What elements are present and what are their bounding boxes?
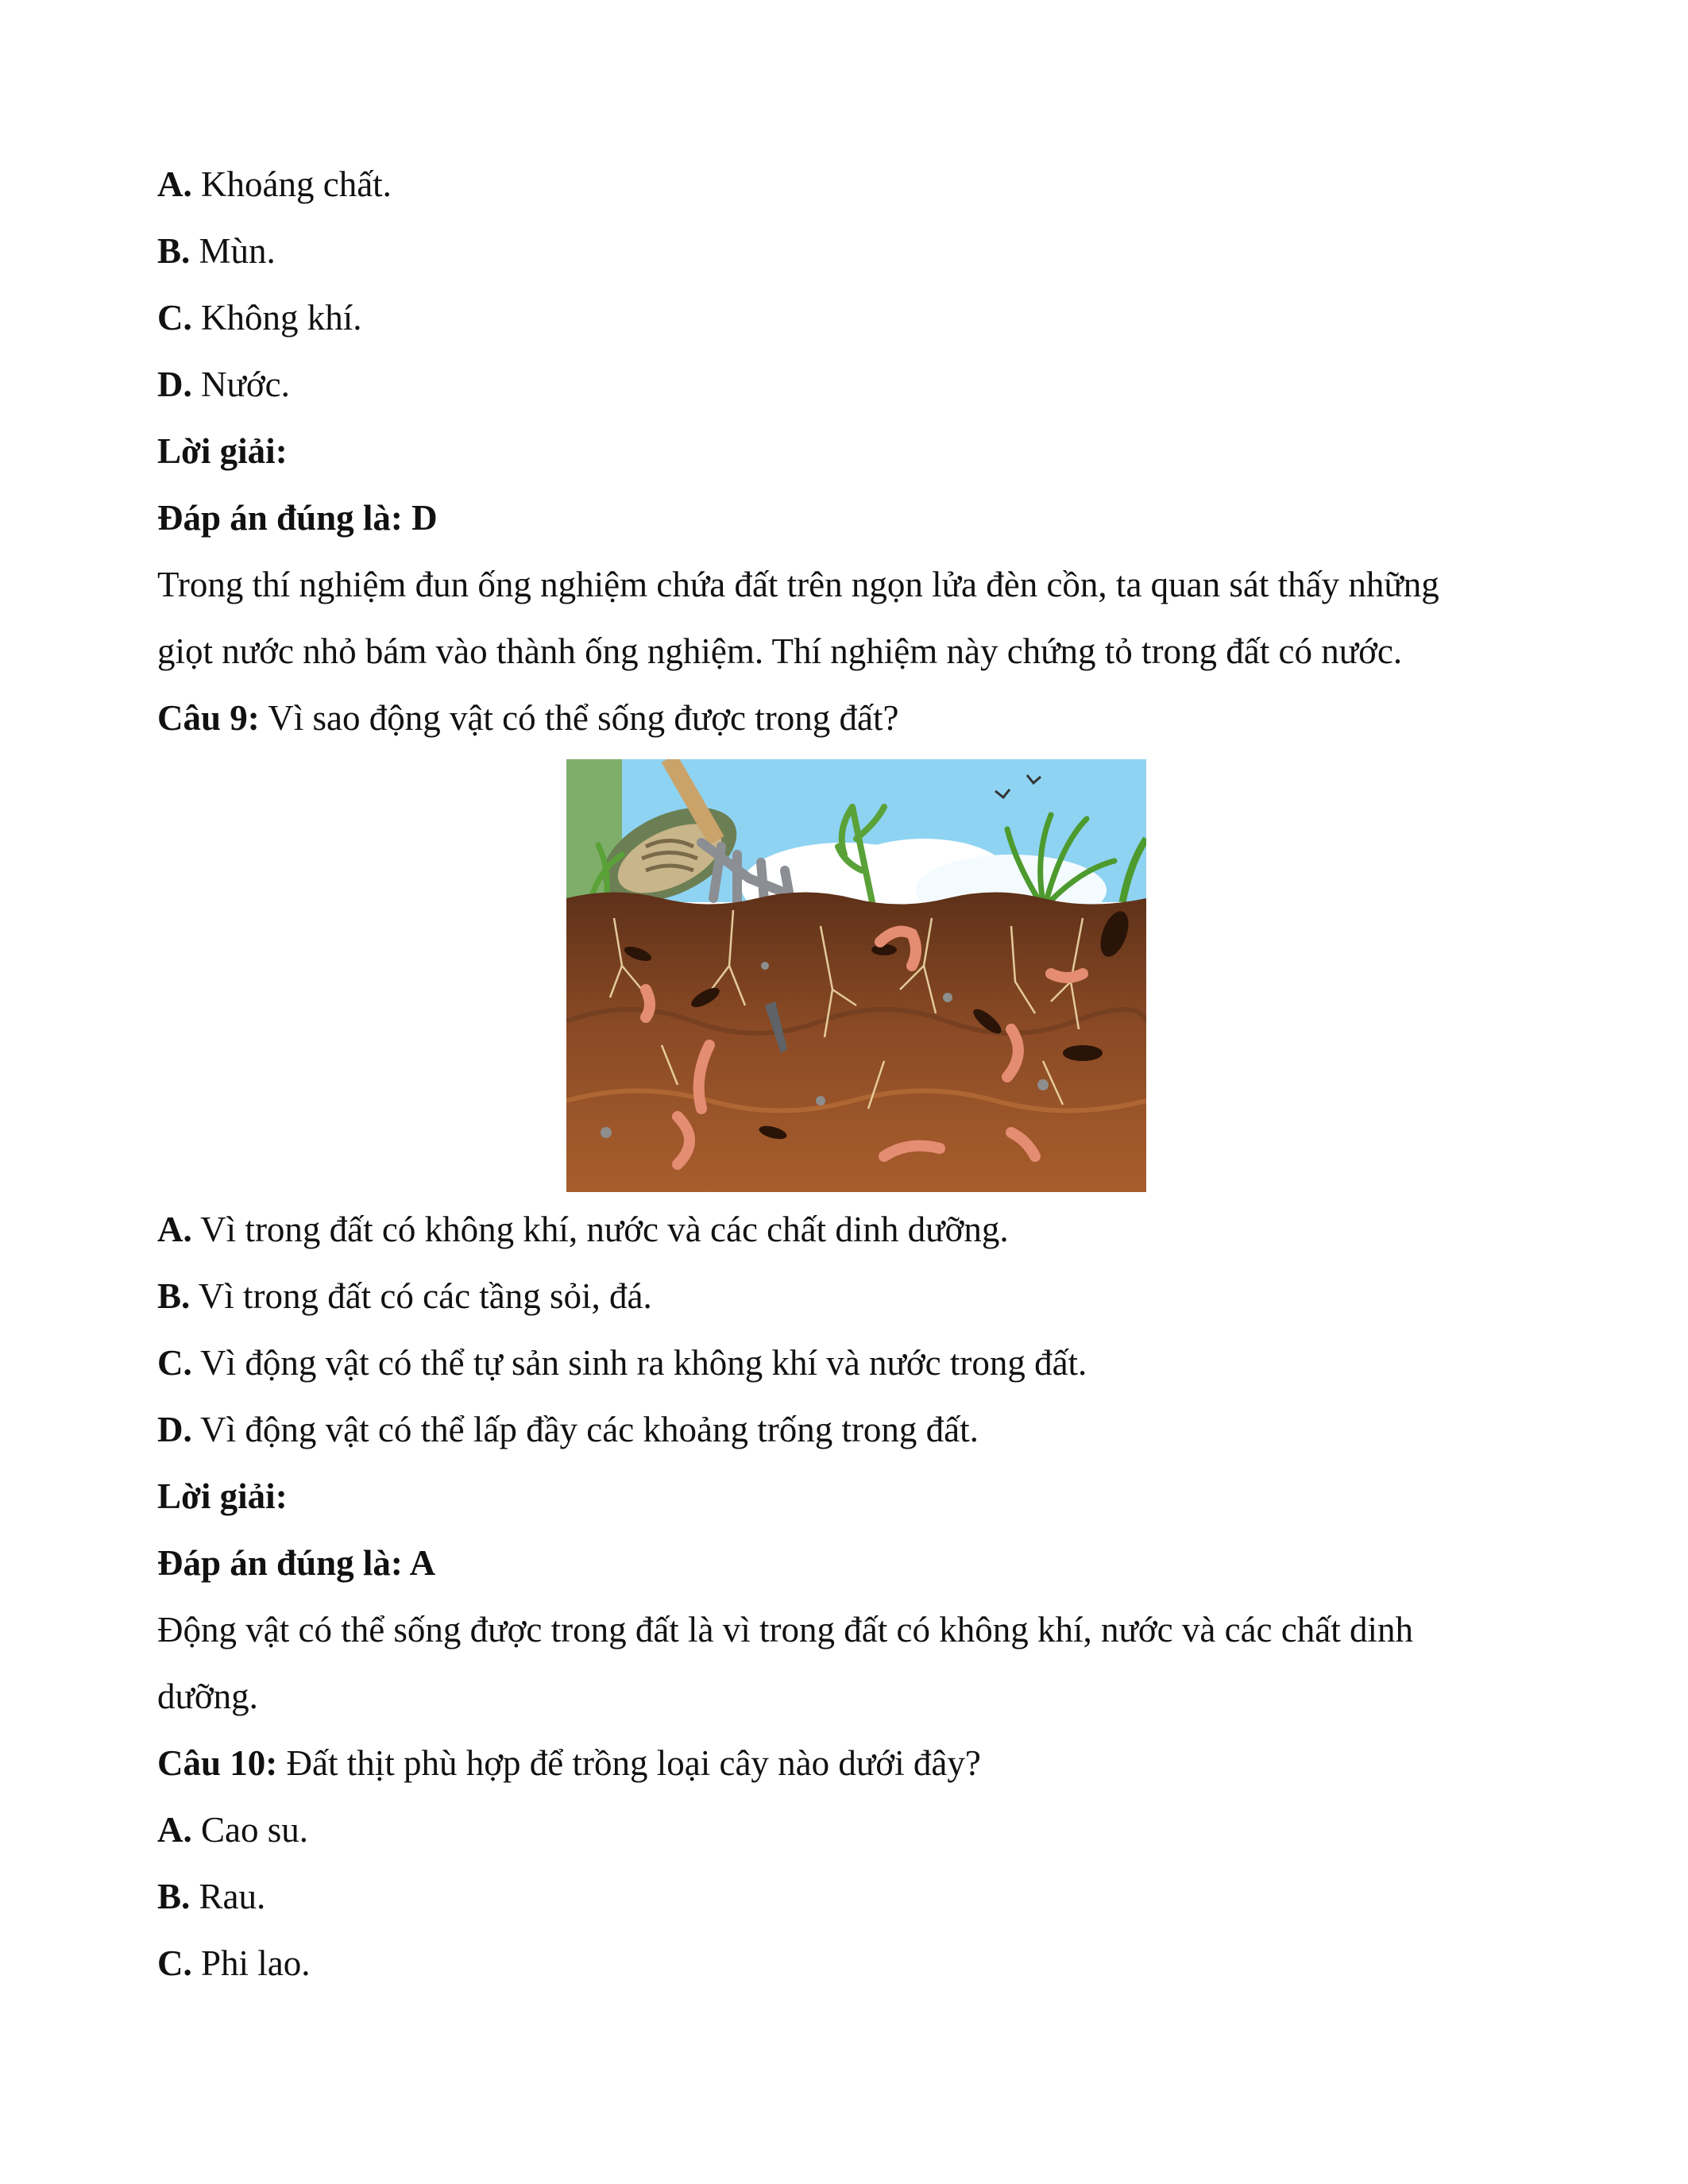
q9-option-d: D. Vì động vật có thể lấp đầy các khoảng trống trong đất.	[157, 1410, 979, 1449]
q8-option-c: C. Không khí.	[157, 298, 362, 338]
q8-explanation-line-2: giọt nước nhỏ bám vào thành ống nghiệm. Thí nghiệm này chứng tỏ trong đất có nước.	[157, 631, 1403, 671]
q10-option-b: B. Rau.	[157, 1877, 266, 1916]
document-page	[157, 151, 1555, 1997]
q8-option-b: B. Mùn.	[157, 231, 276, 271]
q9-explanation-line-2: dưỡng.	[157, 1677, 258, 1716]
q9-question: Câu 9: Vì sao động vật có thể sống được trong đất?	[157, 698, 899, 738]
q9-option-b: B. Vì trong đất có các tầng sỏi, đá.	[157, 1276, 652, 1316]
soil	[566, 893, 1146, 1193]
q10-question: Câu 10: Đất thịt phù hợp để trồng loại cây nào dưới đây?	[157, 1743, 981, 1783]
q9-solution-label: Lời giải:	[157, 1476, 288, 1516]
q10-option-c: C. Phi lao.	[157, 1943, 311, 1983]
soil-illustration-icon	[566, 759, 1146, 1192]
q8-explanation-line-1: Trong thí nghiệm đun ống nghiệm chứa đất trên ngọn lửa đèn cồn, ta quan sát thấy những	[157, 565, 1439, 604]
q10-option-a: A. Cao su.	[157, 1810, 308, 1850]
q8-answer: Đáp án đúng là: D	[157, 498, 438, 538]
q8-option-d: D. Nước.	[157, 365, 290, 404]
q9-answer: Đáp án đúng là: A	[157, 1543, 436, 1583]
q9-explanation-line-1: Động vật có thể sống được trong đất là vì trong đất có không khí, nước và các chất dinh	[157, 1610, 1413, 1650]
q9-option-c: C. Vì động vật có thể tự sản sinh ra không khí và nước trong đất.	[157, 1343, 1087, 1383]
q9-figure	[157, 751, 1555, 1196]
q9-option-a: A. Vì trong đất có không khí, nước và các chất dinh dưỡng.	[157, 1210, 1009, 1249]
q8-solution-label: Lời giải:	[157, 431, 288, 471]
q8-option-a: A. Khoáng chất.	[157, 164, 392, 204]
